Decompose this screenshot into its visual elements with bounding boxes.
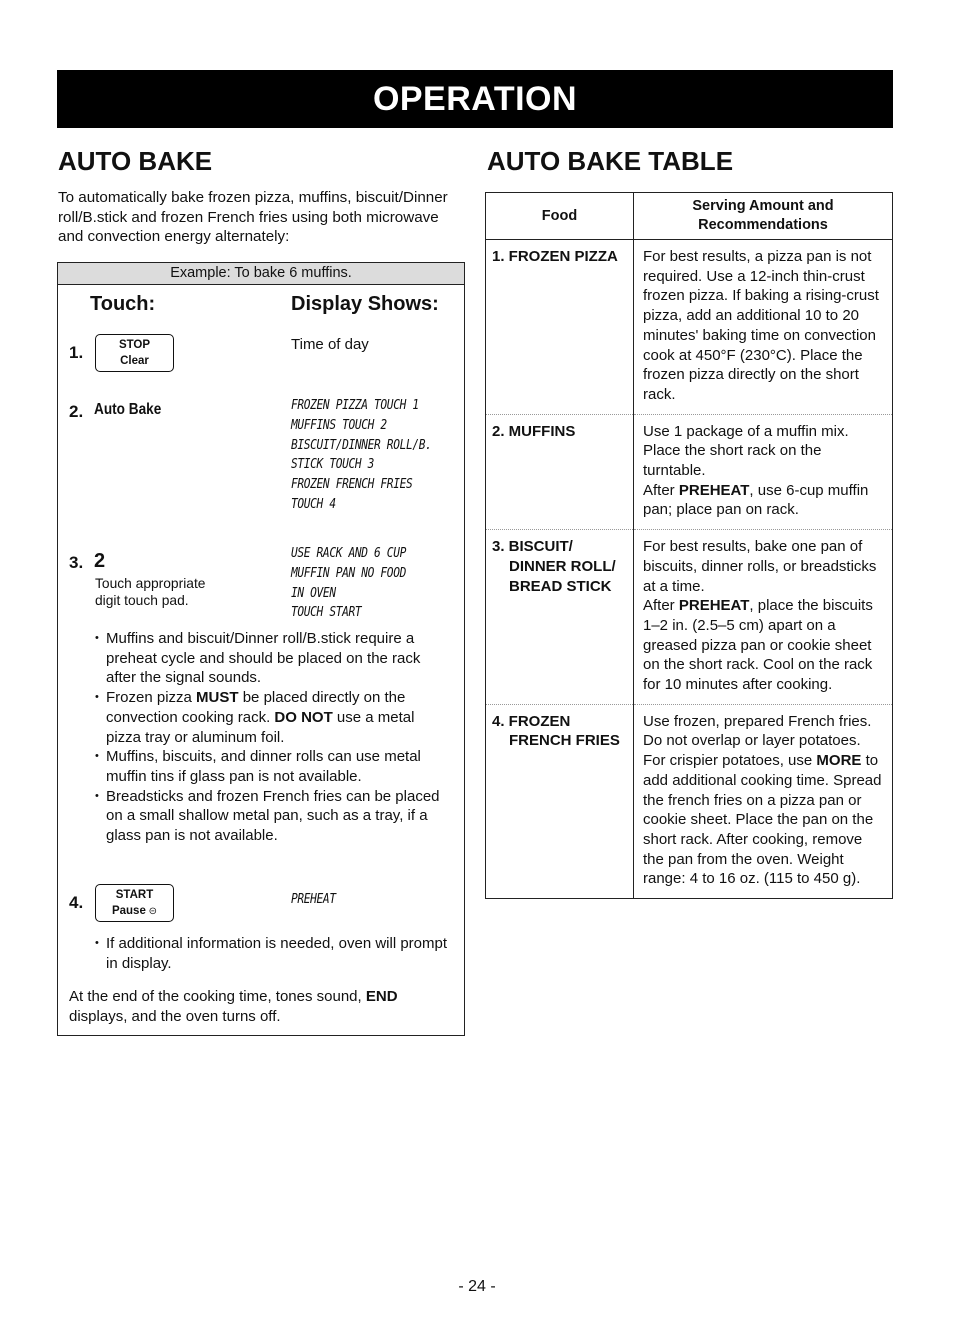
display-line: STICK TOUCH 3 [291,457,375,473]
display-line: TOUCH START [291,605,362,621]
table-row [486,414,893,530]
stop-clear-button[interactable] [95,334,174,372]
step-1-number: 1. [69,343,84,362]
recommendation-cell: For best results, bake one pan of biscuits, dinner rolls, or breadsticks at a time. After PREHEAT, place the biscuits 1–2 in. (2.5–5 cm) apart on a greased pizza pan or cookie sheet on the short rack. Cool on the rack for 10 minutes after cooking. [634,530,893,705]
example-title: Example: To bake 6 muffins. [58,263,464,285]
table-row [486,530,893,705]
display-column-label: Display Shows: [291,293,439,315]
step-4-display: PREHEAT [291,892,336,907]
step-3-display [291,544,406,623]
recommendation-cell: Use frozen, prepared French fries. Do not overlap or layer potatoes. For crispier potatoes, use MORE to add additional cooking time. Spread the french fries on a pizza pan or cookie sheet. Place the pan on the short rack. After cooking, remove the pan from the oven. Weight range: 4 to 16 oz. (115 to 450 g). [634,704,893,898]
step-2-display [291,396,432,515]
display-line: BISCUIT/DINNER ROLL/B. [291,437,432,453]
display-line: IN OVEN [291,585,336,601]
start-pause-label-1: START [115,889,154,901]
notes-list-2 [95,934,453,973]
display-line: USE RACK AND 6 CUP [291,546,406,561]
step-4-number: 4. [69,893,84,912]
note-item: • Breadsticks and frozen French fries can be placed on a small shallow metal pan, such as a tray, if a glass pan is not available. [95,787,453,846]
recommendation-cell: Use 1 package of a muffin mix. Place the short rack on the turntable. After PREHEAT, use 6-cup muffin pan; place pan on rack. [634,414,893,530]
notes-list [95,629,453,846]
note-item: • Muffins and biscuit/Dinner roll/B.stick require a preheat cycle and should be placed on the rack after the signal sounds. [95,629,453,688]
step-1-display: Time of day [291,336,369,353]
step-3-note: Touch appropriate digit touch pad. [95,576,206,608]
page-number: - 24 - [458,1278,496,1295]
touch-column-label: Touch: [90,293,156,315]
digit-2-key[interactable]: 2 [94,550,106,572]
completion-note: At the end of the cooking time, tones sound, END displays, and the oven turns off. [69,988,398,1025]
display-line: MUFFINS TOUCH 2 [291,417,387,433]
note-item: • If additional information is needed, oven will prompt in display. [95,934,453,973]
auto-bake-heading: AUTO BAKE [58,146,213,176]
stop-clear-label-1: STOP [118,339,151,351]
start-pause-label-2: Pause [111,905,146,917]
display-line: MUFFIN PAN NO FOOD [291,565,406,581]
example-box [57,262,465,1036]
step-3-number: 3. [69,553,84,572]
note-item: • Muffins, biscuits, and dinner rolls can use metal muffin tins if glass pan is not available. [95,747,453,786]
start-pause-label-2-wrap [96,903,173,920]
recommendation-cell: For best results, a pizza pan is not required. Use a 12-inch thin-crust frozen pizza. If baking a rising-crust pizza, add an additional 10 to 20 minutes' baking time on convection cook at 450°F (230°C). Place the frozen pizza directly on the short rack. [634,240,893,415]
display-line: FROZEN FRENCH FRIES [291,477,413,493]
food-column-header: Food [486,193,634,240]
food-cell: 3. BISCUIT/ DINNER ROLL/ BREAD STICK [486,530,634,705]
food-cell: 1. FROZEN PIZZA [486,240,634,415]
table-row [486,704,893,898]
serving-column-header: Serving Amount and Recommendations [634,193,893,240]
step-2-number: 2. [69,402,84,421]
auto-bake-table [485,192,893,899]
auto-bake-intro: To automatically bake frozen pizza, muffins, biscuit/Dinner roll/B.stick and frozen French fries using both microwave and convection energy alternately: [58,189,448,246]
pause-icon: ⊝ [145,906,158,917]
stop-clear-label-2: Clear [120,355,149,367]
auto-bake-key[interactable]: Auto Bake [94,401,162,418]
food-cell: 2. MUFFINS [486,414,634,530]
food-cell: 4. FROZEN FRENCH FRIES [486,704,634,898]
note-item: • Frozen pizza MUST be placed directly on the convection cooking rack. DO NOT use a metal pizza tray or aluminum foil. [95,688,453,747]
table-row [486,240,893,415]
auto-bake-table-heading: AUTO BAKE TABLE [487,146,734,176]
page-title-banner: OPERATION [57,70,893,128]
display-line: FROZEN PIZZA TOUCH 1 [291,398,419,413]
display-line: TOUCH 4 [291,496,336,512]
start-pause-button[interactable] [95,884,174,922]
